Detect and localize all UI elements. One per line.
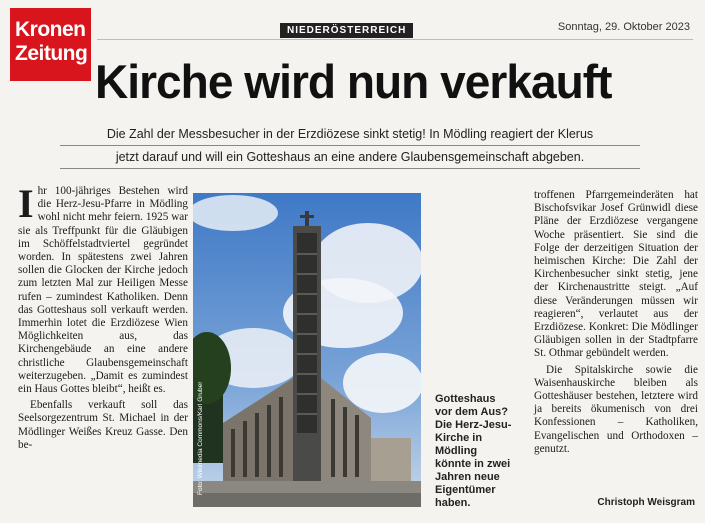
photo-caption (435, 393, 525, 510)
paragraph: troffenen Pfarrgemeinderäten hat Bischofsvikar Josef Grünwidl diese Pläne der Erzdiözese vergangene Woche präsentiert. Sie sind die Folge der derzeitigen Situation der heimischen Kirche: Die Zahl der Kirchenbesucher sinkt stetig, jene der Kirchenaustritte steigt. „Auf diese Veränderungen müssen wir reagieren“, verlautet aus der Erzdiözese. Konkret: Die Mödlinger Gläubigen sollen in der Stadtpfarre St. Othmar gebündelt werden. (534, 189, 698, 360)
section-label: NIEDERÖSTERREICH (280, 23, 413, 38)
issue-date: Sonntag, 29. Oktober 2023 (557, 21, 690, 33)
newspaper-logo (10, 8, 91, 81)
paragraph: Ebenfalls verkauft soll das Seelsorgezentrum St. Michael in der Mödlinger Weißes Kreuz Gasse. Den be- (18, 399, 188, 451)
subheadline-line-2: jetzt darauf und will ein Gotteshaus an eine andere Glaubensgemeinschaft abgeben. (115, 150, 585, 164)
caption-line: Eigentümer (435, 484, 496, 496)
caption-line: vor dem Aus? (435, 406, 508, 418)
caption-line: Jahren neue (435, 471, 500, 483)
logo-line-2: Zeitung (15, 42, 88, 65)
headline: Kirche wird nun verkauft (95, 55, 612, 108)
church-photo (193, 193, 421, 507)
subheadline-divider (60, 168, 640, 169)
article-column-right (534, 189, 698, 459)
author-byline: Christoph Weisgram (597, 497, 695, 508)
masthead-divider (97, 39, 693, 40)
paragraph-text: hr 100-jähriges Bestehen wird die Herz-Jesu-Pfarre in Mödling wohl nicht mehr feiern. 1925 war sie als Treffpunkt für die Gläubigen im Schöffelstadtviertel gegründet worden. In spätestens zwei Jahren sollen die Glocken der Kirche jedoch zum letzten Mal zur Heiligen Messe rufen – zumindest Katholiken. Denn das Gotteshaus soll verkauft werden. Immerhin lotet die Erzdiözese Wien Möglichkeiten aus, das Kirchengebäude an eine andere christliche Glaubensgemeinschaft weiterzugeben. „Damit es zumindest ein Haus Gottes bleibt“, heißt es. (18, 185, 188, 396)
paragraph (18, 181, 188, 396)
logo-line-1: Kronen (15, 18, 86, 41)
subheadline-line-1: Die Zahl der Messbesucher in der Erzdiözese sinkt stetig! In Mödling reagiert der Klerus (106, 127, 594, 141)
caption-line: könnte in zwei (435, 458, 511, 470)
photo-credit: Foto: Wikimedia Commons/Karl Gruber (197, 381, 204, 495)
caption-line: Gotteshaus (435, 393, 496, 405)
drop-cap: I (18, 181, 34, 226)
caption-line: Kirche in (435, 432, 483, 444)
caption-line: Mödling (435, 445, 478, 457)
church-photo-image (193, 193, 421, 507)
caption-line: Die Herz-Jesu- (435, 419, 512, 431)
caption-line: haben. (435, 497, 471, 509)
article-column-left (18, 181, 188, 455)
subheadline-divider (60, 145, 640, 146)
paragraph: Die Spitalskirche sowie die Waisenhauskirche bleiben als Gotteshäuser bestehen, letztere wird ja bereits ökumenisch von drei Konfessionen – Katholiken, Evangelischen und Orthodoxen – genutzt. (534, 363, 698, 455)
